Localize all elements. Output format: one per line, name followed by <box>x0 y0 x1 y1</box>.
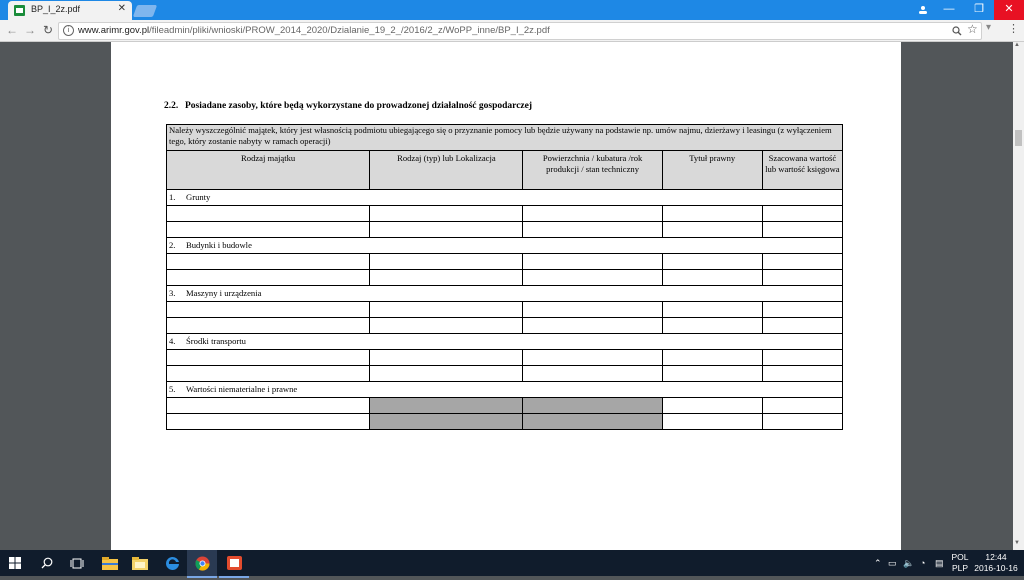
menu-kebab-icon[interactable]: ⋮ <box>1008 23 1019 35</box>
table-cell <box>762 206 842 222</box>
table-cell <box>167 350 370 366</box>
section-row <box>167 382 843 398</box>
clock[interactable] <box>972 552 1020 574</box>
file-explorer-icon[interactable] <box>95 550 125 576</box>
table-cell <box>762 222 842 238</box>
table-cell <box>370 222 523 238</box>
vertical-scrollbar[interactable] <box>1013 42 1024 550</box>
table-cell-disabled <box>523 398 662 414</box>
table-cell <box>662 366 762 382</box>
table-cell-disabled <box>523 414 662 430</box>
table-cell <box>762 318 842 334</box>
section-row-number: 5. <box>169 384 176 394</box>
column-header: Rodzaj (typ) lub Lokalizacja <box>370 151 523 190</box>
table-cell <box>167 206 370 222</box>
network-icon[interactable]: ◔ <box>920 558 926 568</box>
page-info-icon[interactable]: i <box>63 25 74 36</box>
extension-icon[interactable]: ▾ <box>986 22 992 33</box>
table-cell <box>762 398 842 414</box>
section-row-label: Budynki i budowle <box>186 240 252 250</box>
table-cell <box>662 222 762 238</box>
section-number: 2.2. <box>164 101 179 111</box>
pdf-viewer <box>0 42 1024 550</box>
section-row <box>167 190 843 206</box>
table-cell <box>662 254 762 270</box>
section-row-number: 2. <box>169 240 176 250</box>
windows-start-icon[interactable] <box>0 550 30 576</box>
table-cell <box>167 414 370 430</box>
table-cell <box>523 254 662 270</box>
section-title: Posiadane zasoby, które będą wykorzystane do prowadzonej działalność gospodarczej <box>185 101 533 111</box>
zoom-icon[interactable] <box>952 23 962 39</box>
section-row-number: 3. <box>169 288 176 298</box>
table-cell <box>167 366 370 382</box>
tray-chevron-up-icon[interactable]: ⌃ <box>874 558 882 568</box>
section-row-number: 4. <box>169 336 176 346</box>
table-cell <box>523 222 662 238</box>
search-icon[interactable] <box>32 550 62 576</box>
table-cell <box>762 254 842 270</box>
url-text[interactable] <box>78 25 550 36</box>
edge-icon[interactable] <box>157 550 187 576</box>
keyboard-layout: PLP <box>951 563 969 573</box>
language-indicator[interactable] <box>950 552 970 574</box>
scroll-up-arrow-icon[interactable]: ▲ <box>1014 42 1020 48</box>
tab-close-icon[interactable]: ✕ <box>117 3 126 14</box>
table-cell <box>662 398 762 414</box>
notification-icon[interactable]: ▤ <box>935 558 944 568</box>
table-cell <box>523 366 662 382</box>
table-cell-disabled <box>370 398 523 414</box>
folder-icon[interactable] <box>125 550 155 576</box>
column-header: Szacowana wartość lub wartość księgowa <box>762 151 842 190</box>
forward-arrow-icon[interactable]: → <box>24 23 36 37</box>
section-row-label: Wartości niematerialne i prawne <box>186 384 298 394</box>
table-cell <box>662 318 762 334</box>
table-cell <box>662 350 762 366</box>
table-cell <box>762 270 842 286</box>
volume-icon[interactable]: 🔈 <box>903 558 915 568</box>
table-cell <box>523 350 662 366</box>
table-cell <box>370 318 523 334</box>
url-path: /fileadmin/pliki/wnioski/PROW_2014_2020/Dzialanie_19_2_/2016/2_z/WoPP_inne/BP_I_2z.pdf <box>149 25 550 36</box>
table-cell <box>523 302 662 318</box>
back-arrow-icon[interactable]: ← <box>6 23 18 37</box>
language-code: POL <box>951 552 969 562</box>
url-host: www.arimr.gov.pl <box>78 25 150 36</box>
table-cell <box>167 302 370 318</box>
scrollbar-thumb[interactable] <box>1015 130 1022 146</box>
address-bar[interactable] <box>58 22 982 40</box>
table-cell <box>662 302 762 318</box>
column-header: Powierzchnia / kubatura /rok produkcji / stan techniczny <box>523 151 662 190</box>
table-cell-disabled <box>370 414 523 430</box>
table-cell <box>167 270 370 286</box>
table-note: Należy wyszczególnić majątek, który jest własnością podmiotu ubiegającego się o przyznanie pomocy lub będzie używany na podstawie np. umów najmu, dzierżawy i leasingu (z wyłączeniem tego, który zostanie nabyty w ramach operacji) <box>167 125 843 151</box>
section-row <box>167 334 843 350</box>
clock-date: 2016-10-16 <box>974 563 1018 573</box>
resources-table <box>166 124 843 430</box>
table-cell <box>370 270 523 286</box>
table-cell <box>370 302 523 318</box>
bookmark-star-icon[interactable]: ☆ <box>967 22 978 36</box>
browser-tab[interactable] <box>8 1 132 20</box>
table-cell <box>370 254 523 270</box>
section-row <box>167 286 843 302</box>
tab-title: BP_I_2z.pdf <box>31 4 81 14</box>
reload-icon[interactable]: ↻ <box>42 23 54 37</box>
minimize-button[interactable]: — <box>943 3 955 15</box>
section-row <box>167 238 843 254</box>
table-cell <box>762 366 842 382</box>
table-cell <box>370 366 523 382</box>
scroll-down-arrow-icon[interactable]: ▼ <box>1014 540 1020 546</box>
acrobat-icon[interactable] <box>219 550 249 578</box>
task-view-icon[interactable] <box>62 550 92 576</box>
table-cell <box>523 318 662 334</box>
user-profile-icon[interactable] <box>914 1 932 17</box>
section-row-number: 1. <box>169 192 176 202</box>
close-window-button[interactable]: ✕ <box>994 0 1024 20</box>
browser-toolbar <box>0 20 1024 42</box>
table-cell <box>523 206 662 222</box>
table-cell <box>523 270 662 286</box>
new-tab-button[interactable] <box>133 5 157 17</box>
section-row-label: Grunty <box>186 192 211 202</box>
table-cell <box>662 270 762 286</box>
chrome-icon[interactable] <box>187 550 217 578</box>
section-row-label: Maszyny i urządzenia <box>186 288 262 298</box>
clock-time: 12:44 <box>985 552 1007 562</box>
table-cell <box>662 414 762 430</box>
title-bar <box>0 0 1024 20</box>
table-cell <box>762 414 842 430</box>
table-cell <box>370 206 523 222</box>
table-cell <box>762 302 842 318</box>
table-cell <box>167 254 370 270</box>
pdf-favicon-icon <box>14 5 25 16</box>
table-cell <box>167 222 370 238</box>
table-cell <box>370 350 523 366</box>
table-cell <box>662 206 762 222</box>
battery-icon[interactable]: ▭ <box>888 558 897 568</box>
column-header: Tytuł prawny <box>662 151 762 190</box>
section-heading <box>164 101 532 111</box>
column-header: Rodzaj majątku <box>167 151 370 190</box>
table-cell <box>762 350 842 366</box>
maximize-button[interactable]: ❐ <box>974 3 984 15</box>
table-cell <box>167 318 370 334</box>
taskbar <box>0 550 1024 576</box>
section-row-label: Środki transportu <box>186 336 246 346</box>
pdf-page <box>111 42 901 550</box>
table-cell <box>167 398 370 414</box>
